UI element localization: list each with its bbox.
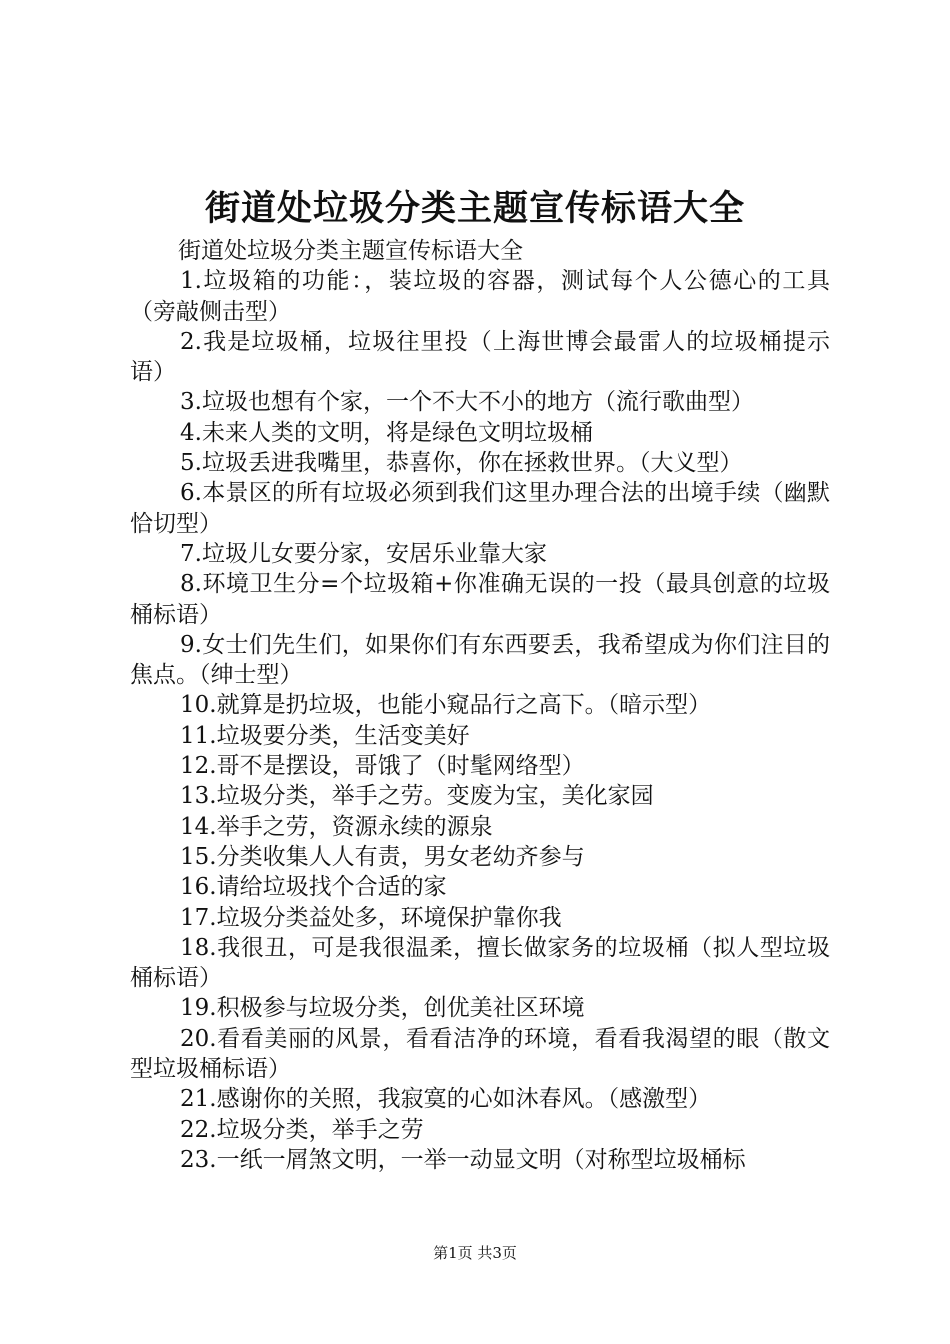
slogan-item: 5.垃圾丢进我嘴里，恭喜你，你在拯救世界。（大义型） bbox=[180, 450, 743, 477]
slogan-item: 2.我是垃圾桶，垃圾往里投（上海世博会最雷人的垃圾桶提示语） bbox=[130, 328, 830, 386]
slogan-item: 19.积极参与垃圾分类，创优美社区环境 bbox=[180, 995, 585, 1022]
slogan-item: 15.分类收集人人有责，男女老幼齐参与 bbox=[180, 843, 585, 870]
slogan-item: 12.哥不是摆设，哥饿了（时髦网络型） bbox=[180, 753, 585, 780]
document-body bbox=[130, 236, 830, 1175]
slogan-item: 11.垃圾要分类，生活变美好 bbox=[180, 722, 470, 749]
slogan-item: 8.环境卫生分=个垃圾箱+你准确无误的一投（最具创意的垃圾桶标语） bbox=[130, 571, 830, 628]
slogan-item: 1.垃圾箱的功能：，装垃圾的容器，测试每个人公德心的工具（旁敲侧击型） bbox=[130, 268, 830, 325]
slogan-item: 4.未来人类的文明，将是绿色文明垃圾桶 bbox=[180, 419, 593, 446]
slogan-item: 21.感谢你的关照，我寂寞的心如沐春风。（感激型） bbox=[180, 1086, 712, 1113]
slogan-item: 16.请给垃圾找个合适的家 bbox=[180, 874, 447, 901]
slogan-item: 10.就算是扔垃圾，也能小窥品行之高下。（暗示型） bbox=[180, 692, 712, 719]
page-footer: 第1页 共3页 bbox=[433, 1244, 517, 1262]
slogan-item: 7.垃圾儿女要分家，安居乐业靠大家 bbox=[180, 540, 547, 567]
slogan-item: 23.一纸一屑煞文明，一举一动显文明（对称型垃圾桶标 bbox=[180, 1146, 746, 1173]
slogan-item: 20.看看美丽的风景，看看洁净的环境，看看我渴望的眼（散文型垃圾桶标语） bbox=[130, 1025, 830, 1083]
slogan-item: 22.垃圾分类，举手之劳 bbox=[180, 1116, 424, 1143]
document-subtitle: 街道处垃圾分类主题宣传标语大全 bbox=[178, 238, 523, 264]
document-title: 街道处垃圾分类主题宣传标语大全 bbox=[204, 188, 745, 229]
slogan-item: 3.垃圾也想有个家，一个不大不小的地方（流行歌曲型） bbox=[180, 389, 754, 416]
slogan-item: 17.垃圾分类益处多，环境保护靠你我 bbox=[180, 904, 562, 931]
slogan-item: 18.我很丑，可是我很温柔，擅长做家务的垃圾桶（拟人型垃圾桶标语） bbox=[130, 934, 830, 992]
slogan-item: 6.本景区的所有垃圾必须到我们这里办理合法的出境手续（幽默恰切型） bbox=[130, 480, 830, 537]
slogan-item: 14.举手之劳，资源永续的源泉 bbox=[180, 813, 493, 840]
slogan-item: 13.垃圾分类，举手之劳。变废为宝，美化家园 bbox=[180, 783, 654, 810]
slogan-item: 9.女士们先生们，如果你们有东西要丢，我希望成为你们注目的焦点。（绅士型） bbox=[130, 631, 830, 689]
